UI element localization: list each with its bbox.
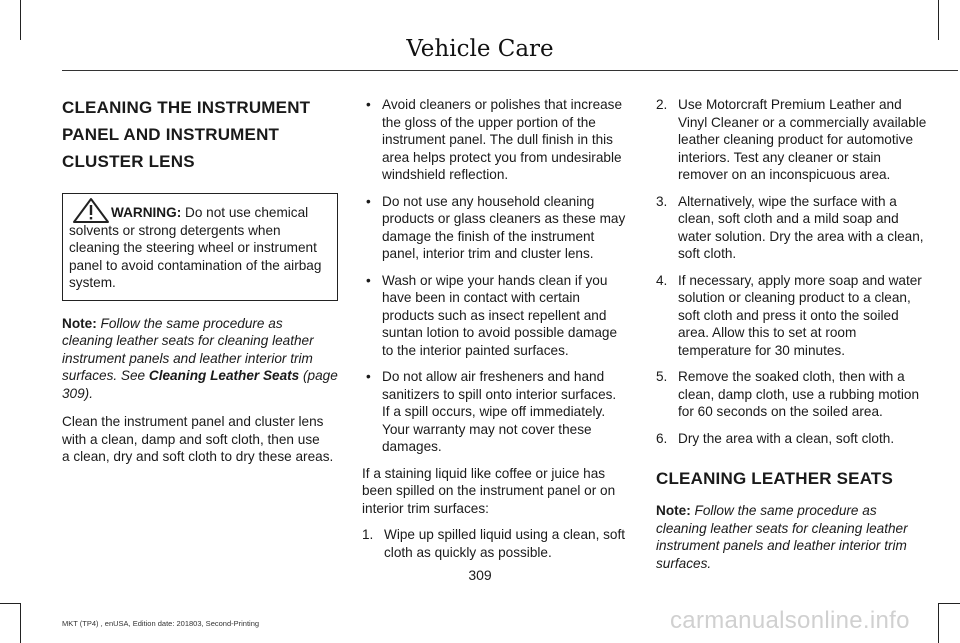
body-paragraph: If a staining liquid like coffee or juice has been spilled on the instrument panel or on interior trim surfaces: bbox=[362, 465, 616, 516]
list-item: • Do not use any household cleaning products or glass cleaners as these may damage the finish of the instrument panel, interior trim and cluster lens. bbox=[366, 193, 626, 261]
warning-triangle-icon bbox=[71, 196, 111, 224]
warning-box: WARNING: Do not use chemical solvents or strong detergents when cleaning the steering wheel or instrument panel to avoid contamination of the airbag system. bbox=[62, 193, 338, 301]
list-item: 2. Use Motorcraft Premium Leather and Vinyl Cleaner or a commercially available leather cleaning product for automotive interiors. Test any cleaner or stain remover on an inconspicuous area. bbox=[656, 97, 927, 182]
column-middle bbox=[362, 96, 634, 570]
note-label: Note: bbox=[62, 315, 97, 331]
list-item: • Wash or wipe your hands clean if you have been in contact with certain products such as insect repellent and suntan lotion to avoid possible damage to the interior painted surfaces. bbox=[366, 272, 618, 358]
warning-label: WARNING: bbox=[111, 205, 182, 220]
note-paragraph: Note: Follow the same procedure as cleaning leather seats for cleaning leather instrument panels and leather interior trim surfaces. bbox=[656, 503, 908, 571]
list-item: • Do not allow air fresheners and hand sanitizers to spill onto interior surfaces. If a spill occurs, wipe off immediately. Your warranty may not cover these damages. bbox=[366, 369, 617, 454]
note-paragraph: Note: Follow the same procedure as cleaning leather seats for cleaning leather instrument panels and leather interior trim surfaces. See Cleaning Leather Seats (page 309). bbox=[62, 315, 338, 401]
bullet-list bbox=[362, 96, 634, 456]
cross-reference-link[interactable]: Cleaning Leather Seats bbox=[148, 368, 300, 383]
section-heading-leather-seats: CLEANING LEATHER SEATS bbox=[656, 469, 894, 488]
edition-info: MKT (TP4) , enUSA, Edition date: 201803, Second-Printing bbox=[62, 619, 260, 628]
crop-mark-bottom-left-h bbox=[0, 603, 20, 604]
crop-mark-bottom-right-v bbox=[938, 603, 939, 643]
note-label: Note: bbox=[656, 503, 691, 518]
header-divider bbox=[62, 70, 958, 71]
list-item: 6. Dry the area with a clean, soft cloth. bbox=[656, 430, 895, 446]
list-item: 1. Wipe up spilled liquid using a clean, soft cloth as quickly as possible. bbox=[362, 527, 626, 560]
column-left bbox=[62, 96, 338, 466]
page-number: 309 bbox=[468, 567, 492, 583]
crop-mark-bottom-left-v bbox=[20, 603, 21, 643]
list-item: • Avoid cleaners or polishes that increase the gloss of the upper portion of the instrument panel. The dull finish in this area helps protect you from undesirable windshield reflection. bbox=[366, 97, 623, 182]
list-item: 4. If necessary, apply more soap and water solution or cleaning product to a clean, soft cloth and press it onto the soiled area. Allow this to set at room temperature for 30 minutes. bbox=[656, 272, 922, 358]
list-item: 3. Alternatively, wipe the surface with a clean, soft cloth and a mild soap and water solution. Dry the area with a clean, soft cloth. bbox=[656, 193, 924, 261]
list-item: 5. Remove the soaked cloth, then with a clean, damp cloth, use a rubbing motion for 60 seconds on the soiled area. bbox=[656, 369, 920, 419]
steps-list bbox=[362, 526, 634, 561]
section-heading-instrument-panel: CLEANING THE INSTRUMENT PANEL AND INSTRUMENT CLUSTER LENS bbox=[62, 98, 311, 171]
body-paragraph: Clean the instrument panel and cluster lens with a clean, damp and soft cloth, then use a clean, dry and soft cloth to dry these areas. bbox=[62, 414, 334, 464]
page-header-title: Vehicle Care bbox=[406, 36, 554, 62]
column-right bbox=[656, 96, 954, 572]
crop-mark-top-left bbox=[20, 0, 21, 40]
crop-mark-top-right bbox=[938, 0, 939, 40]
warning-text: solvents or strong detergents when bbox=[69, 222, 281, 238]
steps-list-continued bbox=[656, 96, 954, 447]
watermark: carmanualsonline.info bbox=[670, 607, 910, 634]
crop-mark-bottom-right-h bbox=[938, 603, 960, 604]
